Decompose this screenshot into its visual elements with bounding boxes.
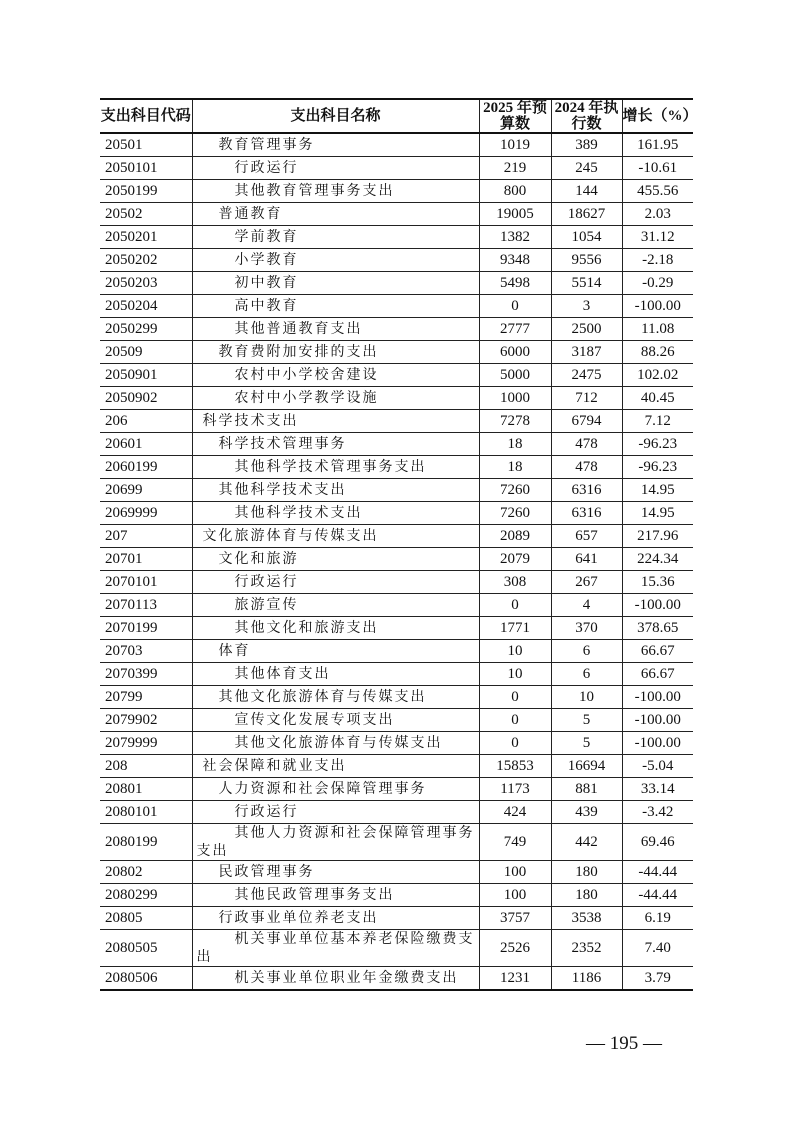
cell-name: 农村中小学校舍建设: [192, 364, 479, 387]
cell-growth: -96.23: [622, 433, 693, 456]
cell-name: 其他文化旅游体育与传媒支出: [192, 686, 479, 709]
cell-name: 农村中小学教学设施: [192, 387, 479, 410]
cell-growth: 15.36: [622, 571, 693, 594]
cell-budget-2025: 9348: [479, 249, 551, 272]
cell-name: 行政运行: [192, 571, 479, 594]
cell-budget-2025: 15853: [479, 755, 551, 778]
cell-budget-2025: 800: [479, 180, 551, 203]
cell-exec-2024: 10: [551, 686, 622, 709]
table-row: [100, 824, 693, 861]
table-row: [100, 801, 693, 824]
table-row: [100, 318, 693, 341]
cell-code: 2050201: [100, 226, 192, 249]
cell-budget-2025: 7260: [479, 479, 551, 502]
cell-growth: -3.42: [622, 801, 693, 824]
cell-code: 2050203: [100, 272, 192, 295]
cell-name: 小学教育: [192, 249, 479, 272]
cell-code: 208: [100, 755, 192, 778]
cell-name: 其他教育管理事务支出: [192, 180, 479, 203]
table-row: [100, 861, 693, 884]
cell-budget-2025: 100: [479, 884, 551, 907]
table-row: [100, 433, 693, 456]
cell-name: 其他普通教育支出: [192, 318, 479, 341]
cell-budget-2025: 1382: [479, 226, 551, 249]
cell-name: 旅游宣传: [192, 594, 479, 617]
cell-growth: 14.95: [622, 479, 693, 502]
cell-growth: -10.61: [622, 157, 693, 180]
table-row: [100, 387, 693, 410]
table-row: [100, 157, 693, 180]
cell-growth: -44.44: [622, 861, 693, 884]
cell-growth: 2.03: [622, 203, 693, 226]
cell-exec-2024: 180: [551, 884, 622, 907]
cell-exec-2024: 881: [551, 778, 622, 801]
cell-budget-2025: 6000: [479, 341, 551, 364]
cell-exec-2024: 6316: [551, 502, 622, 525]
cell-budget-2025: 0: [479, 594, 551, 617]
cell-code: 2050902: [100, 387, 192, 410]
cell-budget-2025: 1000: [479, 387, 551, 410]
cell-growth: 7.40: [622, 930, 693, 967]
cell-code: 2050299: [100, 318, 192, 341]
cell-budget-2025: 5000: [479, 364, 551, 387]
cell-budget-2025: 0: [479, 686, 551, 709]
table-row: [100, 502, 693, 525]
cell-budget-2025: 5498: [479, 272, 551, 295]
cell-budget-2025: 749: [479, 824, 551, 861]
cell-code: 2080299: [100, 884, 192, 907]
cell-name: 科学技术管理事务: [192, 433, 479, 456]
cell-name: 科学技术支出: [192, 410, 479, 433]
budget-table: [100, 98, 698, 991]
cell-exec-2024: 4: [551, 594, 622, 617]
cell-budget-2025: 7260: [479, 502, 551, 525]
cell-budget-2025: 2777: [479, 318, 551, 341]
cell-growth: 40.45: [622, 387, 693, 410]
cell-name: 机关事业单位基本养老保险缴费支出: [192, 930, 479, 967]
cell-code: 2080101: [100, 801, 192, 824]
cell-code: 2050101: [100, 157, 192, 180]
cell-name: 初中教育: [192, 272, 479, 295]
cell-budget-2025: 1019: [479, 133, 551, 157]
cell-code: 2080199: [100, 824, 192, 861]
cell-growth: -2.18: [622, 249, 693, 272]
cell-code: 20805: [100, 907, 192, 930]
cell-code: 2070113: [100, 594, 192, 617]
page-number: — 195 —: [586, 1033, 662, 1054]
cell-code: 2080506: [100, 967, 192, 991]
table-row: [100, 548, 693, 571]
table-row: [100, 410, 693, 433]
cell-name: 人力资源和社会保障管理事务: [192, 778, 479, 801]
cell-growth: -100.00: [622, 732, 693, 755]
table-row: [100, 295, 693, 318]
cell-growth: 11.08: [622, 318, 693, 341]
cell-exec-2024: 16694: [551, 755, 622, 778]
cell-budget-2025: 0: [479, 709, 551, 732]
cell-growth: 217.96: [622, 525, 693, 548]
cell-budget-2025: 2089: [479, 525, 551, 548]
table-row: [100, 778, 693, 801]
table-row: [100, 525, 693, 548]
cell-name: 其他科学技术管理事务支出: [192, 456, 479, 479]
cell-exec-2024: 5514: [551, 272, 622, 295]
cell-code: 2079902: [100, 709, 192, 732]
cell-code: 2050901: [100, 364, 192, 387]
cell-budget-2025: 1231: [479, 967, 551, 991]
cell-code: 2070199: [100, 617, 192, 640]
cell-code: 20701: [100, 548, 192, 571]
cell-growth: -5.04: [622, 755, 693, 778]
cell-exec-2024: 6316: [551, 479, 622, 502]
cell-name: 学前教育: [192, 226, 479, 249]
cell-budget-2025: 2079: [479, 548, 551, 571]
cell-budget-2025: 19005: [479, 203, 551, 226]
cell-growth: 161.95: [622, 133, 693, 157]
cell-name: 教育费附加安排的支出: [192, 341, 479, 364]
cell-growth: 66.67: [622, 640, 693, 663]
cell-exec-2024: 478: [551, 456, 622, 479]
cell-name: 其他科学技术支出: [192, 479, 479, 502]
cell-budget-2025: 18: [479, 433, 551, 456]
cell-code: 20801: [100, 778, 192, 801]
table-row: [100, 364, 693, 387]
table-row: [100, 272, 693, 295]
cell-code: 2050204: [100, 295, 192, 318]
cell-code: 20802: [100, 861, 192, 884]
cell-name: 社会保障和就业支出: [192, 755, 479, 778]
cell-exec-2024: 2352: [551, 930, 622, 967]
cell-exec-2024: 18627: [551, 203, 622, 226]
cell-name: 高中教育: [192, 295, 479, 318]
cell-exec-2024: 641: [551, 548, 622, 571]
cell-growth: 31.12: [622, 226, 693, 249]
cell-code: 20799: [100, 686, 192, 709]
cell-budget-2025: 219: [479, 157, 551, 180]
table-row: [100, 133, 693, 157]
cell-budget-2025: 1173: [479, 778, 551, 801]
cell-budget-2025: 100: [479, 861, 551, 884]
cell-exec-2024: 2475: [551, 364, 622, 387]
cell-growth: 102.02: [622, 364, 693, 387]
table-row: [100, 907, 693, 930]
table-row: [100, 617, 693, 640]
cell-exec-2024: 5: [551, 732, 622, 755]
cell-exec-2024: 442: [551, 824, 622, 861]
header-exec-2024: 2024 年执行数: [551, 99, 622, 133]
cell-exec-2024: 478: [551, 433, 622, 456]
cell-exec-2024: 370: [551, 617, 622, 640]
cell-exec-2024: 1186: [551, 967, 622, 991]
cell-budget-2025: 10: [479, 663, 551, 686]
cell-code: 206: [100, 410, 192, 433]
cell-code: 2070399: [100, 663, 192, 686]
cell-growth: -100.00: [622, 709, 693, 732]
cell-budget-2025: 1771: [479, 617, 551, 640]
cell-budget-2025: 3757: [479, 907, 551, 930]
cell-name: 宣传文化发展专项支出: [192, 709, 479, 732]
table-row: [100, 686, 693, 709]
table-row: [100, 249, 693, 272]
cell-name: 行政运行: [192, 801, 479, 824]
header-growth: 增长（%）: [622, 99, 693, 133]
cell-growth: 7.12: [622, 410, 693, 433]
cell-name: 机关事业单位职业年金缴费支出: [192, 967, 479, 991]
cell-exec-2024: 712: [551, 387, 622, 410]
cell-exec-2024: 389: [551, 133, 622, 157]
cell-code: 2070101: [100, 571, 192, 594]
cell-exec-2024: 6: [551, 640, 622, 663]
cell-exec-2024: 267: [551, 571, 622, 594]
cell-name: 行政事业单位养老支出: [192, 907, 479, 930]
table-row: [100, 341, 693, 364]
cell-growth: -0.29: [622, 272, 693, 295]
cell-exec-2024: 2500: [551, 318, 622, 341]
cell-growth: 455.56: [622, 180, 693, 203]
cell-exec-2024: 6: [551, 663, 622, 686]
cell-name: 其他科学技术支出: [192, 502, 479, 525]
cell-budget-2025: 7278: [479, 410, 551, 433]
cell-code: 20509: [100, 341, 192, 364]
cell-exec-2024: 144: [551, 180, 622, 203]
cell-name: 其他民政管理事务支出: [192, 884, 479, 907]
cell-budget-2025: 424: [479, 801, 551, 824]
cell-name: 教育管理事务: [192, 133, 479, 157]
table-row: [100, 180, 693, 203]
cell-budget-2025: 308: [479, 571, 551, 594]
cell-exec-2024: 1054: [551, 226, 622, 249]
cell-growth: -100.00: [622, 594, 693, 617]
cell-name: 文化和旅游: [192, 548, 479, 571]
cell-name: 普通教育: [192, 203, 479, 226]
cell-code: 2060199: [100, 456, 192, 479]
table-row: [100, 203, 693, 226]
table-row: [100, 967, 693, 991]
table-row: [100, 709, 693, 732]
cell-budget-2025: 10: [479, 640, 551, 663]
cell-growth: 69.46: [622, 824, 693, 861]
cell-code: 2080505: [100, 930, 192, 967]
cell-code: 20601: [100, 433, 192, 456]
cell-code: 20501: [100, 133, 192, 157]
cell-budget-2025: 2526: [479, 930, 551, 967]
cell-code: 2050199: [100, 180, 192, 203]
cell-code: 20699: [100, 479, 192, 502]
cell-growth: 378.65: [622, 617, 693, 640]
cell-exec-2024: 657: [551, 525, 622, 548]
cell-name: 行政运行: [192, 157, 479, 180]
cell-name: 文化旅游体育与传媒支出: [192, 525, 479, 548]
cell-name: 其他文化和旅游支出: [192, 617, 479, 640]
cell-growth: 33.14: [622, 778, 693, 801]
cell-name: 其他体育支出: [192, 663, 479, 686]
cell-growth: -100.00: [622, 295, 693, 318]
table-row: [100, 571, 693, 594]
header-name: 支出科目名称: [192, 99, 479, 133]
cell-growth: 88.26: [622, 341, 693, 364]
table-row: [100, 640, 693, 663]
cell-exec-2024: 6794: [551, 410, 622, 433]
cell-exec-2024: 3187: [551, 341, 622, 364]
cell-exec-2024: 180: [551, 861, 622, 884]
cell-code: 20502: [100, 203, 192, 226]
cell-exec-2024: 3: [551, 295, 622, 318]
header-code: 支出科目代码: [100, 99, 192, 133]
cell-growth: 66.67: [622, 663, 693, 686]
cell-code: 2050202: [100, 249, 192, 272]
table-row: [100, 884, 693, 907]
cell-name: 其他文化旅游体育与传媒支出: [192, 732, 479, 755]
table-header-row: [100, 99, 693, 133]
header-budget-2025: 2025 年预算数: [479, 99, 551, 133]
cell-code: 20703: [100, 640, 192, 663]
cell-budget-2025: 18: [479, 456, 551, 479]
table-row: [100, 663, 693, 686]
table-row: [100, 456, 693, 479]
table-row: [100, 594, 693, 617]
cell-budget-2025: 0: [479, 732, 551, 755]
cell-code: 2069999: [100, 502, 192, 525]
cell-growth: 14.95: [622, 502, 693, 525]
cell-exec-2024: 5: [551, 709, 622, 732]
cell-growth: 3.79: [622, 967, 693, 991]
cell-growth: -100.00: [622, 686, 693, 709]
cell-name: 民政管理事务: [192, 861, 479, 884]
cell-exec-2024: 245: [551, 157, 622, 180]
cell-growth: 224.34: [622, 548, 693, 571]
cell-name: 其他人力资源和社会保障管理事务支出: [192, 824, 479, 861]
cell-exec-2024: 9556: [551, 249, 622, 272]
cell-code: 2079999: [100, 732, 192, 755]
cell-budget-2025: 0: [479, 295, 551, 318]
cell-growth: -44.44: [622, 884, 693, 907]
cell-growth: 6.19: [622, 907, 693, 930]
cell-code: 207: [100, 525, 192, 548]
table-row: [100, 732, 693, 755]
table-row: [100, 930, 693, 967]
table-row: [100, 755, 693, 778]
table-row: [100, 479, 693, 502]
cell-name: 体育: [192, 640, 479, 663]
cell-exec-2024: 439: [551, 801, 622, 824]
table-row: [100, 226, 693, 249]
cell-growth: -96.23: [622, 456, 693, 479]
cell-exec-2024: 3538: [551, 907, 622, 930]
